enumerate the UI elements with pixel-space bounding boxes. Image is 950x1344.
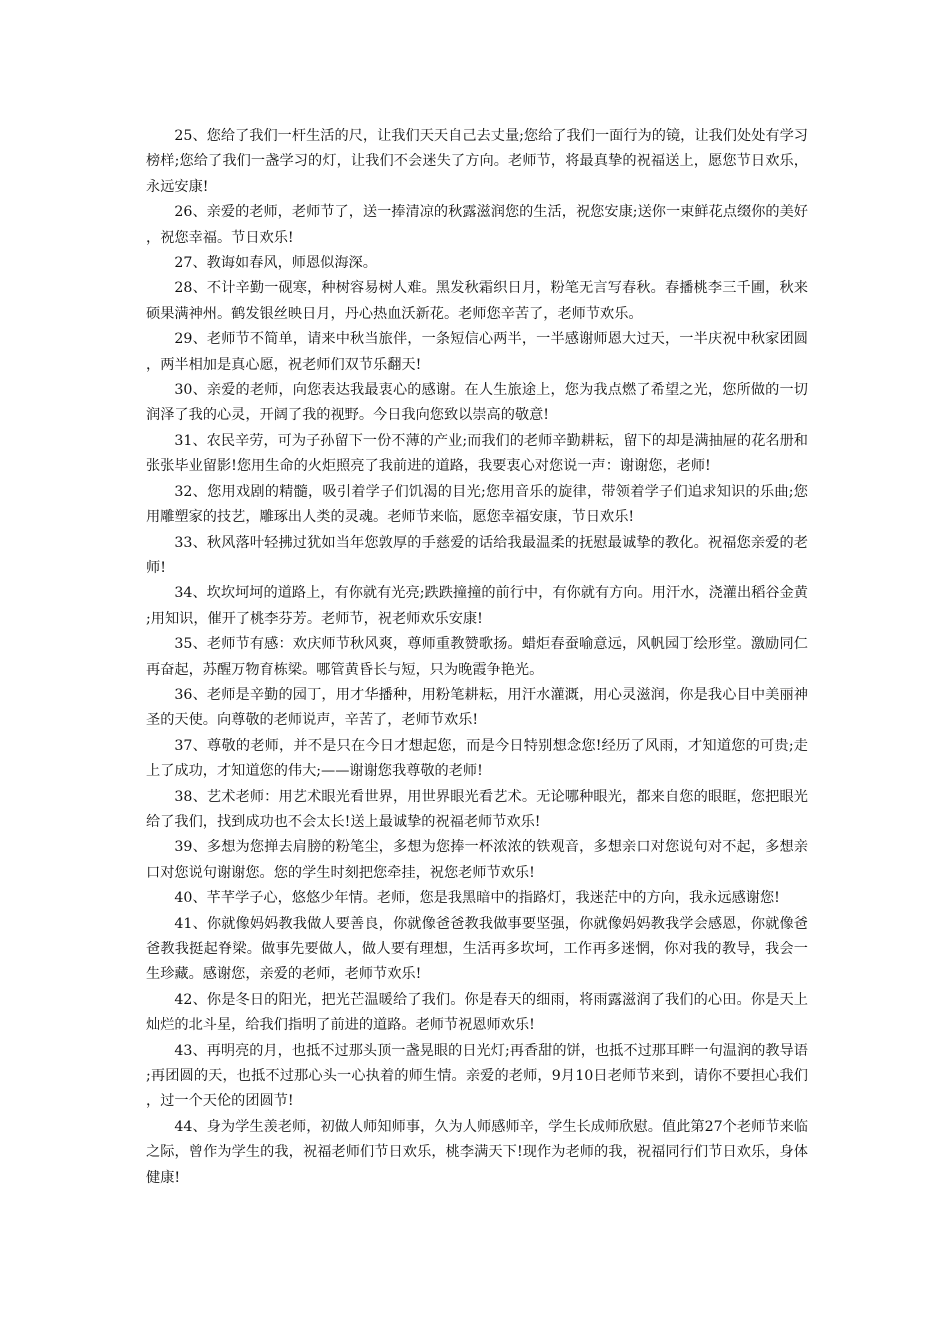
paragraph-25: 25、您给了我们一杆生活的尺，让我们天天自己去丈量;您给了我们一面行为的镜，让我们处处有学习榜样;您给了我们一盏学习的灯，让我们不会迷失了方向。老师节，将最真挚的祝福送上，愿您节日欢乐，永远安康!: [146, 128, 808, 195]
paragraph-32: 32、您用戏剧的精髓，吸引着学子们饥渴的目光;您用音乐的旋律，带领着学子们追求知识的乐曲;您用雕塑家的技艺，雕琢出人类的灵魂。老师节来临，愿您幸福安康，节日欢乐!: [146, 483, 808, 526]
paragraph-30: 30、亲爱的老师，向您表达我最衷心的感谢。在人生旅途上，您为我点燃了希望之光，您所做的一切润泽了我的心灵，开阔了我的视野。今日我向您致以崇高的敬意!: [146, 382, 808, 424]
paragraph-31: 31、农民辛劳，可为子孙留下一份不薄的产业;而我们的老师辛勤耕耘，留下的却是满抽屉的花名册和张张毕业留影!您用生命的火炬照亮了我前进的道路，我要衷心对您说一声：谢谢您，老师!: [146, 432, 808, 475]
paragraph-27: 27、教诲如春风，师恩似海深。: [174, 255, 377, 272]
paragraph-33: 33、秋风落叶轻拂过犹如当年您敦厚的手慈爱的话给我最温柔的抚慰最诚挚的教化。祝福您亲爱的老师!: [146, 534, 808, 576]
paragraph-37: 37、尊敬的老师，并不是只在今日才想起您，而是今日特别想念您!经历了风雨，才知道您的可贵;走上了成功，才知道您的伟大;——谢谢您我尊敬的老师!: [146, 737, 808, 780]
paragraph-28: 28、不计辛勤一砚寒，种树容易树人难。黑发秋霜织日月，粉笔无言写春秋。春播桃李三千圃，秋来硕果满神州。鹤发银丝映日月，丹心热血沃新花。老师您辛苦了，老师节欢乐。: [146, 280, 808, 322]
document-body: [146, 124, 808, 1191]
paragraph-39: 39、多想为您掸去肩膀的粉笔尘，多想为您捧一杯浓浓的铁观音，多想亲口对您说句对不起，多想亲口对您说句谢谢您。您的学生时刻把您牵挂，祝您老师节欢乐!: [146, 839, 808, 881]
paragraph-42: 42、你是冬日的阳光，把光芒温暖给了我们。你是春天的细雨，将雨露滋润了我们的心田。你是天上灿烂的北斗星，给我们指明了前进的道路。老师节祝恩师欢乐!: [146, 991, 808, 1034]
paragraph-43: 43、再明亮的月，也抵不过那头顶一盏晃眼的日光灯;再香甜的饼，也抵不过那耳畔一句温润的教导语;再团圆的天，也抵不过那心头一心执着的师生情。亲爱的老师，9月10日老师节来到，请你不要担心我们，过一个天伦的团圆节!: [146, 1042, 808, 1110]
paragraph-34: 34、坎坎坷坷的道路上，有你就有光亮;跌跌撞撞的前行中，有你就有方向。用汗水，浇灌出稻谷金黄;用知识，催开了桃李芬芳。老师节，祝老师欢乐安康!: [146, 585, 808, 627]
paragraph-35: 35、老师节有感：欢庆师节秋风爽，尊师重教赞歌扬。蜡炬春蚕喻意远，风帆园丁绘形堂。激励同仁再奋起，苏醒万物育栋梁。哪管黄昏长与短，只为晚霞争艳光。: [146, 636, 808, 678]
paragraph-26: 26、亲爱的老师，老师节了，送一捧清凉的秋露滋润您的生活，祝您安康;送你一束鲜花点缀你的美好，祝您幸福。节日欢乐!: [146, 204, 808, 246]
paragraph-36: 36、老师是辛勤的园丁，用才华播种，用粉笔耕耘，用汗水灌溉，用心灵滋润，你是我心目中美丽神圣的天使。向尊敬的老师说声，辛苦了，老师节欢乐!: [146, 686, 808, 729]
paragraph-38: 38、艺术老师：用艺术眼光看世界，用世界眼光看艺术。无论哪种眼光，都来自您的眼眶，您把眼光给了我们，找到成功也不会太长!送上最诚挚的祝福老师节欢乐!: [146, 788, 808, 830]
paragraph-44: 44、身为学生羡老师，初做人师知师事，久为人师感师辛，学生长成师欣慰。值此第27个老师节来临之际，曾作为学生的我，祝福老师们节日欢乐，桃李满天下!现作为老师的我，祝福同行们节日欢乐，身体健康!: [146, 1118, 808, 1186]
paragraph-41: 41、你就像妈妈教我做人要善良，你就像爸爸教我做事要坚强，你就像妈妈教我学会感恩，你就像爸爸教我挺起脊梁。做事先要做人，做人要有理想，生活再多坎坷，工作再多迷惘，你对我的教导，我会一生珍藏。感谢您，亲爱的老师，老师节欢乐!: [146, 915, 808, 983]
paragraph-40: 40、芊芊学子心，悠悠少年情。老师，您是我黑暗中的指路灯，我迷茫中的方向，我永远感谢您!: [174, 890, 780, 907]
paragraph-29: 29、老师节不简单，请来中秋当旅伴，一条短信心两半，一半感谢师恩大过天，一半庆祝中秋家团圆，两半相加是真心愿，祝老师们双节乐翻天!: [146, 331, 808, 373]
